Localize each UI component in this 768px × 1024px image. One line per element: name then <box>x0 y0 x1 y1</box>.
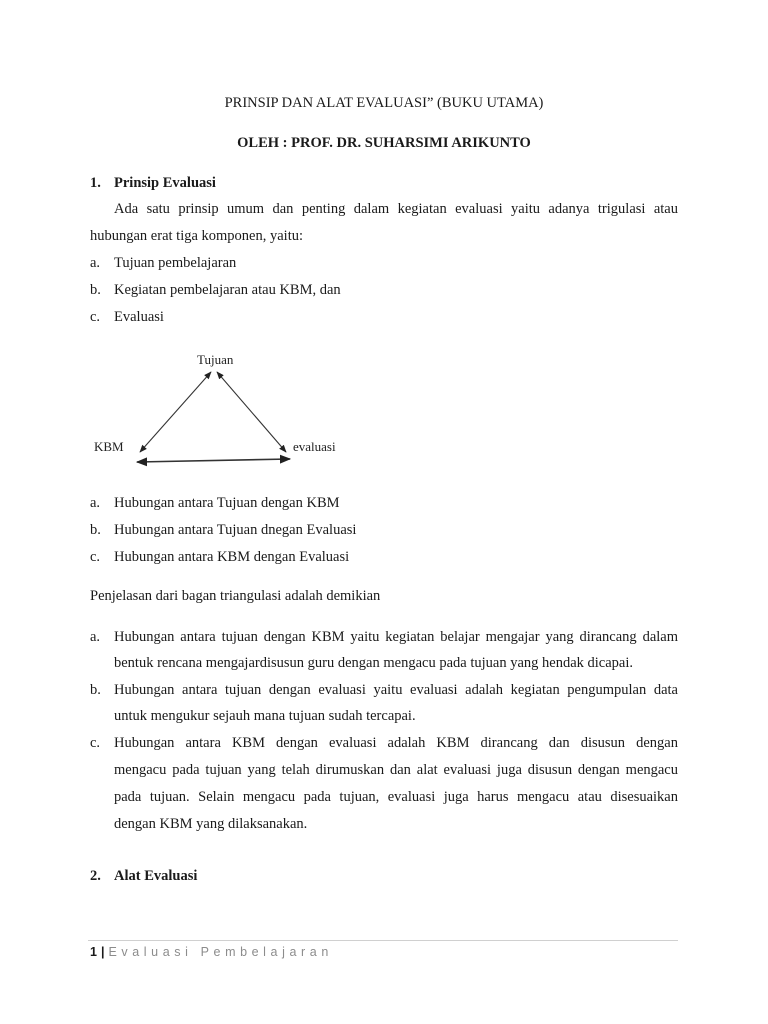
relation-item-c: Hubungan antara KBM dengan Evaluasi <box>114 549 350 565</box>
page-number: 1 <box>90 945 97 959</box>
document-title: PRINSIP DAN ALAT EVALUASI” (BUKU UTAMA) <box>224 95 544 111</box>
section2-number: 2. <box>90 868 101 884</box>
explanation-a-line-2: bentuk rencana mengajardisusun guru dengan mengacu pada tujuan yang hendak dicapai. <box>114 655 633 671</box>
footer-rule <box>88 940 678 941</box>
intro-line-1: Ada satu prinsip umum dan penting dalam kegiatan evaluasi yaitu adanya trigulasi atau <box>114 201 678 217</box>
document-author: OLEH : PROF. DR. SUHARSIMI ARIKUNTO <box>237 135 531 151</box>
component-marker-b: b. <box>90 282 101 298</box>
arrow-kbm-tujuan <box>140 372 211 452</box>
component-item-a: Tujuan pembelajaran <box>114 255 237 271</box>
explanation-c-line-3: pada tujuan. Selain mengacu pada tujuan, evaluasi juga harus mengacu atau disesuaikan <box>114 789 678 805</box>
explanation-c-line-1: Hubungan antara KBM dengan evaluasi adalah KBM dirancang dan disusun dengan <box>114 735 678 751</box>
explanation-c-line-2: mengacu pada tujuan yang telah dirumuskan dan alat evaluasi juga disusun dengan mengacu <box>114 762 678 778</box>
relation-marker-c: c. <box>90 549 101 565</box>
explanation-c-line-4: dengan KBM yang dilaksanakan. <box>114 816 308 832</box>
diagram-label-kbm: KBM <box>94 439 124 454</box>
page-footer <box>90 944 333 960</box>
component-marker-a: a. <box>90 255 101 271</box>
relation-item-a: Hubungan antara Tujuan dengan KBM <box>114 495 340 511</box>
component-item-c: Evaluasi <box>114 309 164 325</box>
component-item-b: Kegiatan pembelajaran atau KBM, dan <box>114 282 341 298</box>
relation-marker-a: a. <box>90 495 101 511</box>
explanation-marker-b: b. <box>90 682 101 698</box>
explanation-a-line-1: Hubungan antara tujuan dengan KBM yaitu kegiatan belajar mengajar yang dirancang dalam <box>114 629 678 645</box>
footer-running-title: Evaluasi Pembelajaran <box>108 945 333 959</box>
explanation-intro: Penjelasan dari bagan triangulasi adalah demikian <box>90 588 381 604</box>
explanation-b-line-1: Hubungan antara tujuan dengan evaluasi yaitu evaluasi adalah kegiatan pengumpulan data <box>114 682 678 698</box>
arrow-kbm-evaluasi <box>137 459 290 462</box>
explanation-marker-a: a. <box>90 629 101 645</box>
footer-separator: | <box>100 945 105 959</box>
relation-item-b: Hubungan antara Tujuan dnegan Evaluasi <box>114 522 357 538</box>
intro-line-2: hubungan erat tiga komponen, yaitu: <box>90 228 304 244</box>
diagram-label-tujuan: Tujuan <box>197 352 234 367</box>
explanation-marker-c: c. <box>90 735 101 751</box>
arrow-tujuan-evaluasi <box>217 372 286 452</box>
diagram-label-evaluasi: evaluasi <box>293 439 336 454</box>
relation-marker-b: b. <box>90 522 101 538</box>
section1-number: 1. <box>90 175 101 191</box>
section2-heading: Alat Evaluasi <box>114 868 198 884</box>
component-marker-c: c. <box>90 309 101 325</box>
section1-heading: Prinsip Evaluasi <box>114 175 216 191</box>
explanation-b-line-2: untuk mengukur sejauh mana tujuan sudah tercapai. <box>114 708 416 724</box>
